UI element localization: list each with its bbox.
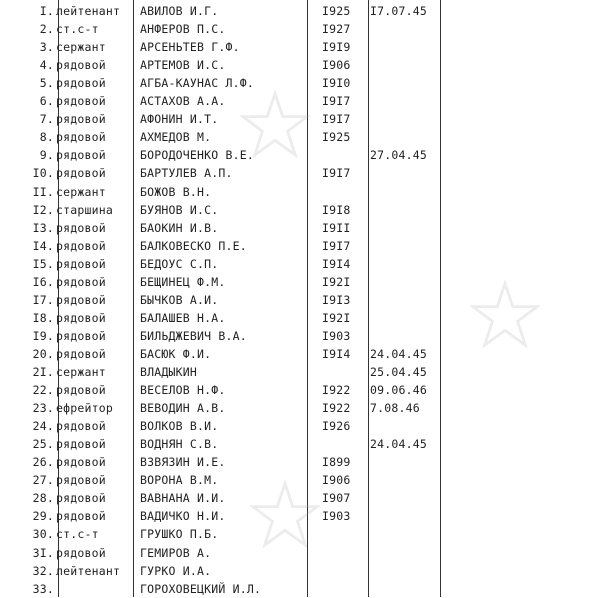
date-cell: 24.04.45 xyxy=(370,437,427,452)
row-number: 2. xyxy=(39,22,54,37)
birth-year-cell: I925 xyxy=(322,130,351,145)
rank-cell: сержант xyxy=(56,365,106,379)
table-row xyxy=(0,237,598,255)
rank-cell: лейтенант xyxy=(56,563,121,578)
birth-year-cell xyxy=(322,525,368,543)
birth-year-cell: I925 xyxy=(322,4,351,18)
date-cell xyxy=(370,580,442,598)
table-row xyxy=(0,56,598,74)
rank-cell: рядовой xyxy=(56,473,106,488)
name-cell: БАОКИН И.В. xyxy=(140,220,219,235)
rank-cell: рядовой xyxy=(56,419,106,434)
birth-year-cell: I903 xyxy=(322,328,351,343)
table-row xyxy=(0,363,598,381)
date-cell xyxy=(370,92,442,110)
rank-cell: рядовой xyxy=(56,238,106,253)
birth-year-cell: I9I9 xyxy=(322,40,351,55)
rank-cell: рядовой xyxy=(56,58,106,73)
row-number: 23. xyxy=(32,401,54,416)
birth-year-cell: I899 xyxy=(322,455,351,470)
table-row xyxy=(0,183,598,201)
date-cell: 25.04.45 xyxy=(370,365,427,379)
rank-cell: рядовой xyxy=(56,274,106,289)
rank-cell: рядовой xyxy=(56,256,106,271)
rank-cell: рядовой xyxy=(56,545,106,560)
birth-year-cell: I9II xyxy=(322,220,351,235)
row-number: 29. xyxy=(32,509,54,524)
date-cell xyxy=(370,507,442,525)
date-cell xyxy=(370,110,442,128)
table-row xyxy=(0,20,598,38)
name-cell: ГРУШКО П.Б. xyxy=(140,527,219,542)
rank-cell: рядовой xyxy=(56,328,106,343)
name-cell: АВИЛОВ И.Г. xyxy=(140,4,219,18)
row-number: I0. xyxy=(32,166,54,181)
birth-year-cell: I9I7 xyxy=(322,238,351,253)
rank-cell: рядовой xyxy=(56,148,106,163)
table-row xyxy=(0,580,598,598)
birth-year-cell: I922 xyxy=(322,383,351,398)
date-cell xyxy=(370,74,442,92)
row-number: 24. xyxy=(32,419,54,434)
name-cell: ВЛАДЫКИН xyxy=(140,365,197,379)
watermark-star-icon xyxy=(250,480,320,550)
name-cell: БЕЩИНЕЦ Ф.М. xyxy=(140,274,226,289)
row-number: I2. xyxy=(32,202,54,217)
row-number: 28. xyxy=(32,491,54,506)
row-number: 6. xyxy=(39,94,54,109)
row-number: 2I. xyxy=(32,365,54,379)
table-row xyxy=(0,2,598,20)
date-cell xyxy=(370,327,442,345)
rank-cell: ст.с-т xyxy=(56,527,99,542)
date-cell xyxy=(370,291,442,309)
date-cell xyxy=(370,20,442,38)
rank-cell: рядовой xyxy=(56,112,106,127)
table-row xyxy=(0,399,598,417)
birth-year-cell xyxy=(322,435,368,453)
date-cell xyxy=(370,309,442,327)
date-cell xyxy=(370,255,442,273)
name-cell: БИЛЬДЖЕВИЧ В.А. xyxy=(140,328,247,343)
table-row xyxy=(0,381,598,399)
birth-year-cell: I92I xyxy=(322,274,351,289)
name-cell: ВОРОНА В.М. xyxy=(140,473,219,488)
date-cell: 09.06.46 xyxy=(370,383,427,398)
name-cell: БЕДОУС С.П. xyxy=(140,256,219,271)
birth-year-cell xyxy=(322,183,368,201)
row-number: 32. xyxy=(32,563,54,578)
date-cell xyxy=(370,237,442,255)
name-cell: ВЕСЕЛОВ Н.Ф. xyxy=(140,383,226,398)
rank-cell: рядовой xyxy=(56,509,106,524)
birth-year-cell: I9I4 xyxy=(322,346,351,361)
date-cell xyxy=(370,453,442,471)
watermark-star-icon xyxy=(240,90,310,160)
name-cell: БЫЧКОВ А.И. xyxy=(140,292,219,307)
row-number: I4. xyxy=(32,238,54,253)
birth-year-cell: I9I4 xyxy=(322,256,351,271)
table-row xyxy=(0,417,598,435)
name-cell: БАСЮК Ф.И. xyxy=(140,346,212,361)
rank-cell: рядовой xyxy=(56,220,106,235)
row-number: 22. xyxy=(32,383,54,398)
date-cell: 27.04.45 xyxy=(370,148,427,163)
rank-cell: сержант xyxy=(56,40,106,55)
row-number: I5. xyxy=(32,256,54,271)
date-cell xyxy=(370,219,442,237)
birth-year-cell: I9I0 xyxy=(322,76,351,91)
table-row xyxy=(0,255,598,273)
row-number: II. xyxy=(32,184,54,199)
name-cell: ВЕВОДИН А.В. xyxy=(140,401,226,416)
name-cell: ВАДИЧКО Н.И. xyxy=(140,509,226,524)
name-cell: АРТЕМОВ И.С. xyxy=(140,58,226,73)
rank-cell: рядовой xyxy=(56,346,106,361)
row-number: 25. xyxy=(32,437,54,452)
row-number: 8. xyxy=(39,130,54,145)
name-cell: ВАВНАНА И.И. xyxy=(140,491,226,506)
table-row xyxy=(0,435,598,453)
row-number: I6. xyxy=(32,274,54,289)
name-cell: АСТАХОВ А.А. xyxy=(140,94,226,109)
date-cell xyxy=(370,38,442,56)
table-row xyxy=(0,562,598,580)
name-cell: АХМЕДОВ М. xyxy=(140,130,212,145)
name-cell: ВЗВЯЗИН И.Е. xyxy=(140,455,226,470)
birth-year-cell xyxy=(322,363,368,381)
table-row xyxy=(0,38,598,56)
rank-cell: рядовой xyxy=(56,310,106,325)
name-cell: ГУРКО И.А. xyxy=(140,563,212,578)
name-cell: БАЛКОВЕСКО П.Е. xyxy=(140,238,247,253)
birth-year-cell: I907 xyxy=(322,491,351,506)
birth-year-cell: I9I7 xyxy=(322,94,351,109)
row-number: 20. xyxy=(32,346,54,361)
row-number: 7. xyxy=(39,112,54,127)
rank-cell: рядовой xyxy=(56,383,106,398)
name-cell: АГБА-КАУНАС Л.Ф. xyxy=(140,76,254,91)
date-cell xyxy=(370,273,442,291)
row-number: I7. xyxy=(32,292,54,307)
rank-cell: ефрейтор xyxy=(56,401,113,416)
row-number: 9. xyxy=(39,148,54,163)
rank-cell: рядовой xyxy=(56,437,106,452)
birth-year-cell: I9I8 xyxy=(322,202,351,217)
birth-year-cell xyxy=(322,580,368,598)
birth-year-cell: I926 xyxy=(322,419,351,434)
birth-year-cell: I9I7 xyxy=(322,112,351,127)
row-number: I8. xyxy=(32,310,54,325)
birth-year-cell: I922 xyxy=(322,401,351,416)
rank-cell: рядовой xyxy=(56,292,106,307)
rank-cell: лейтенант xyxy=(56,4,121,18)
table-row xyxy=(0,219,598,237)
name-cell: БАРТУЛЕВ А.П. xyxy=(140,166,233,181)
birth-year-cell xyxy=(322,544,368,562)
birth-year-cell: I906 xyxy=(322,58,351,73)
row-number: 26. xyxy=(32,455,54,470)
row-number: 33. xyxy=(32,581,54,596)
row-number: I3. xyxy=(32,220,54,235)
birth-year-cell: I92I xyxy=(322,310,351,325)
row-number: 5. xyxy=(39,76,54,91)
rank-cell: ст.с-т xyxy=(56,22,99,37)
row-number: 27. xyxy=(32,473,54,488)
date-cell xyxy=(370,164,442,182)
name-cell: ВОДНЯН С.В. xyxy=(140,437,219,452)
date-cell xyxy=(370,471,442,489)
date-cell xyxy=(370,183,442,201)
rank-cell: рядовой xyxy=(56,166,106,181)
rank-cell: рядовой xyxy=(56,491,106,506)
rank-cell: рядовой xyxy=(56,76,106,91)
table-row xyxy=(0,164,598,182)
date-cell: I7.07.45 xyxy=(370,4,427,18)
birth-year-cell: I9I3 xyxy=(322,292,351,307)
row-number: 30. xyxy=(32,527,54,542)
rank-cell: рядовой xyxy=(56,130,106,145)
watermark-star-icon xyxy=(470,280,540,350)
rank-cell: старшина xyxy=(56,202,113,217)
name-cell: БОЖОВ В.Н. xyxy=(140,184,212,199)
row-number: 4. xyxy=(39,58,54,73)
name-cell: ГОРОХОВЕЦКИЙ И.Л. xyxy=(140,581,262,596)
row-number: I9. xyxy=(32,328,54,343)
birth-year-cell: I9I7 xyxy=(322,166,351,181)
rank-cell xyxy=(56,580,132,598)
row-number: I. xyxy=(39,4,54,18)
date-cell xyxy=(370,562,442,580)
birth-year-cell: I906 xyxy=(322,473,351,488)
name-cell: АРСЕНЬТЕВ Г.Ф. xyxy=(140,40,240,55)
rank-cell: сержант xyxy=(56,184,106,199)
date-cell xyxy=(370,417,442,435)
table-row xyxy=(0,201,598,219)
rank-cell: рядовой xyxy=(56,455,106,470)
date-cell: 7.08.46 xyxy=(370,401,420,416)
birth-year-cell: I903 xyxy=(322,509,351,524)
name-cell: ГЕМИРОВ А. xyxy=(140,545,212,560)
name-cell: АФОНИН И.Т. xyxy=(140,112,219,127)
date-cell: 24.04.45 xyxy=(370,346,427,361)
table-row xyxy=(0,453,598,471)
date-cell xyxy=(370,56,442,74)
name-cell: БУЯНОВ И.С. xyxy=(140,202,219,217)
row-number: 3I. xyxy=(32,545,54,560)
date-cell xyxy=(370,128,442,146)
row-number: 3. xyxy=(39,40,54,55)
birth-year-cell xyxy=(322,146,368,164)
date-cell xyxy=(370,201,442,219)
birth-year-cell: I927 xyxy=(322,22,351,37)
name-cell: БАЛАШЕВ Н.А. xyxy=(140,310,226,325)
date-cell xyxy=(370,489,442,507)
rank-cell: рядовой xyxy=(56,94,106,109)
date-cell xyxy=(370,544,442,562)
name-cell: ВОЛКОВ В.И. xyxy=(140,419,219,434)
name-cell: АНФЕРОВ П.С. xyxy=(140,22,226,37)
name-cell: БОРОДОЧЕНКО В.Е. xyxy=(140,148,254,163)
date-cell xyxy=(370,525,442,543)
birth-year-cell xyxy=(322,562,368,580)
